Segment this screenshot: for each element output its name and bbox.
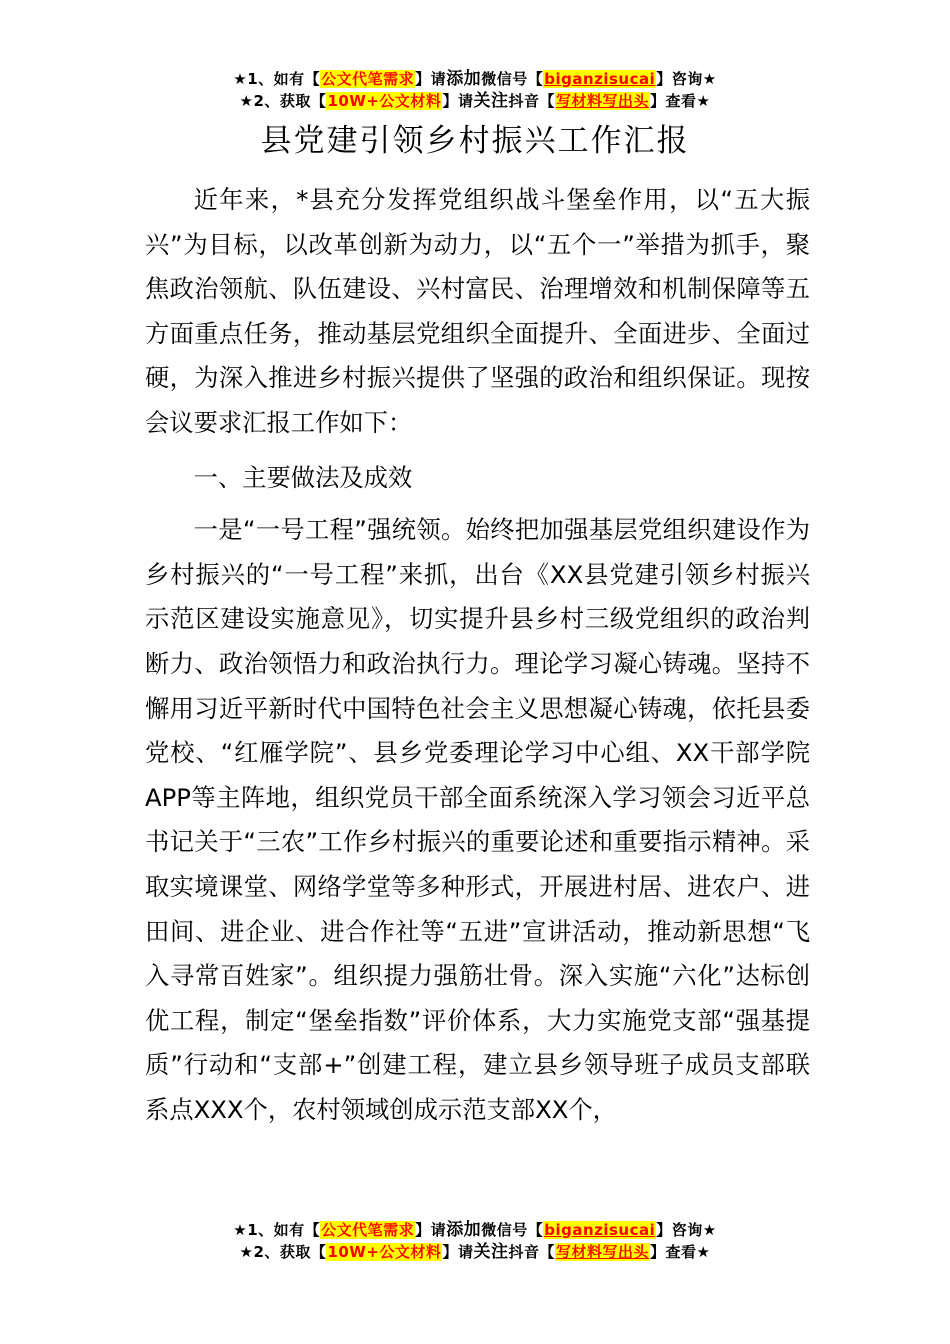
wechat-id-link[interactable]: biganzisucai xyxy=(544,1221,656,1239)
banner-emphasis: 关注 xyxy=(473,1242,509,1262)
banner-text: ★2、获取【 xyxy=(239,92,327,110)
banner-line-1 xyxy=(0,68,950,90)
banner-text: 抖音【 xyxy=(508,1243,555,1261)
douyin-account-link[interactable]: 写材料写出头 xyxy=(555,92,649,110)
banner-text: 微信号【 xyxy=(481,1221,544,1239)
footer-banner xyxy=(0,1219,950,1263)
douyin-account-link[interactable]: 写材料写出头 xyxy=(555,1243,649,1261)
banner-text: 】请 xyxy=(442,1243,474,1261)
document-title: 县党建引领乡村振兴工作汇报 xyxy=(260,123,690,159)
banner-text: 】请 xyxy=(442,92,474,110)
banner-emphasis: 添加 xyxy=(446,69,482,89)
highlight-service: 公文代笔需求 xyxy=(321,1221,415,1239)
body-paragraph: 一是“一号工程”强统领。始终把加强基层党组织建设作为乡村振兴的“一号工程”来抓，出台《XX县党建引领乡村振兴示范区建设实施意见》，切实提升县乡村三级党组织的政治判断力、政治领悟力和政治执行力。理论学习凝心铸魂。坚持不懈用习近平新时代中国特色社会主义思想凝心铸魂，依托县委党校、“红雁学院”、县乡党委理论学习中心组、XX干部学院APP等主阵地，组织党员干部全面系统深入学习领会习近平总书记关于“三农”工作乡村振兴的重要论述和重要指示精神。采取实境课堂、网络学堂等多种形式，开展进村居、进农户、进田间、进企业、进合作社等“五进”宣讲活动，推动新思想“飞入寻常百姓家”。组织提力强筋壮骨。深入实施“六化”达标创优工程，制定“堡垒指数”评价体系，大力实施党支部“强基提质”行动和“支部+”创建工程，建立县乡领导班子成员支部联系点XXX个，农村领域创成示范支部XX个， xyxy=(145,515,810,1124)
section-heading: 一、主要做法及成效 xyxy=(193,462,413,492)
banner-text: 】查看★ xyxy=(649,92,711,110)
banner-text: ★2、获取【 xyxy=(239,1243,327,1261)
banner-emphasis: 关注 xyxy=(473,91,509,111)
banner-line-2 xyxy=(0,90,950,112)
banner-text: ★1、如有【 xyxy=(233,1221,321,1239)
header-banner xyxy=(0,68,950,112)
banner-emphasis: 添加 xyxy=(446,1220,482,1240)
highlight-materials: 10W+公文材料 xyxy=(327,92,442,110)
highlight-materials: 10W+公文材料 xyxy=(327,1243,442,1261)
banner-text: 】查看★ xyxy=(649,1243,711,1261)
intro-paragraph: 近年来，*县充分发挥党组织战斗堡垒作用，以“五大振兴”为目标，以改革创新为动力，以“五个一”举措为抓手，聚焦政治领航、队伍建设、兴村富民、治理增效和机制保障等五方面重点任务，推动基层党组织全面提升、全面进步、全面过硬，为深入推进乡村振兴提供了坚强的政治和组织保证。现按会议要求汇报工作如下： xyxy=(145,185,810,437)
banner-text: 】请 xyxy=(415,70,447,88)
banner-text: 】请 xyxy=(415,1221,447,1239)
banner-line-2 xyxy=(0,1241,950,1263)
banner-text: 】咨询★ xyxy=(656,70,717,88)
document-body xyxy=(145,178,810,1132)
highlight-service: 公文代笔需求 xyxy=(321,70,415,88)
banner-text: ★1、如有【 xyxy=(233,70,321,88)
banner-line-1 xyxy=(0,1219,950,1241)
banner-text: 抖音【 xyxy=(508,92,555,110)
wechat-id-link[interactable]: biganzisucai xyxy=(544,70,656,88)
banner-text: 微信号【 xyxy=(481,70,544,88)
banner-text: 】咨询★ xyxy=(656,1221,717,1239)
